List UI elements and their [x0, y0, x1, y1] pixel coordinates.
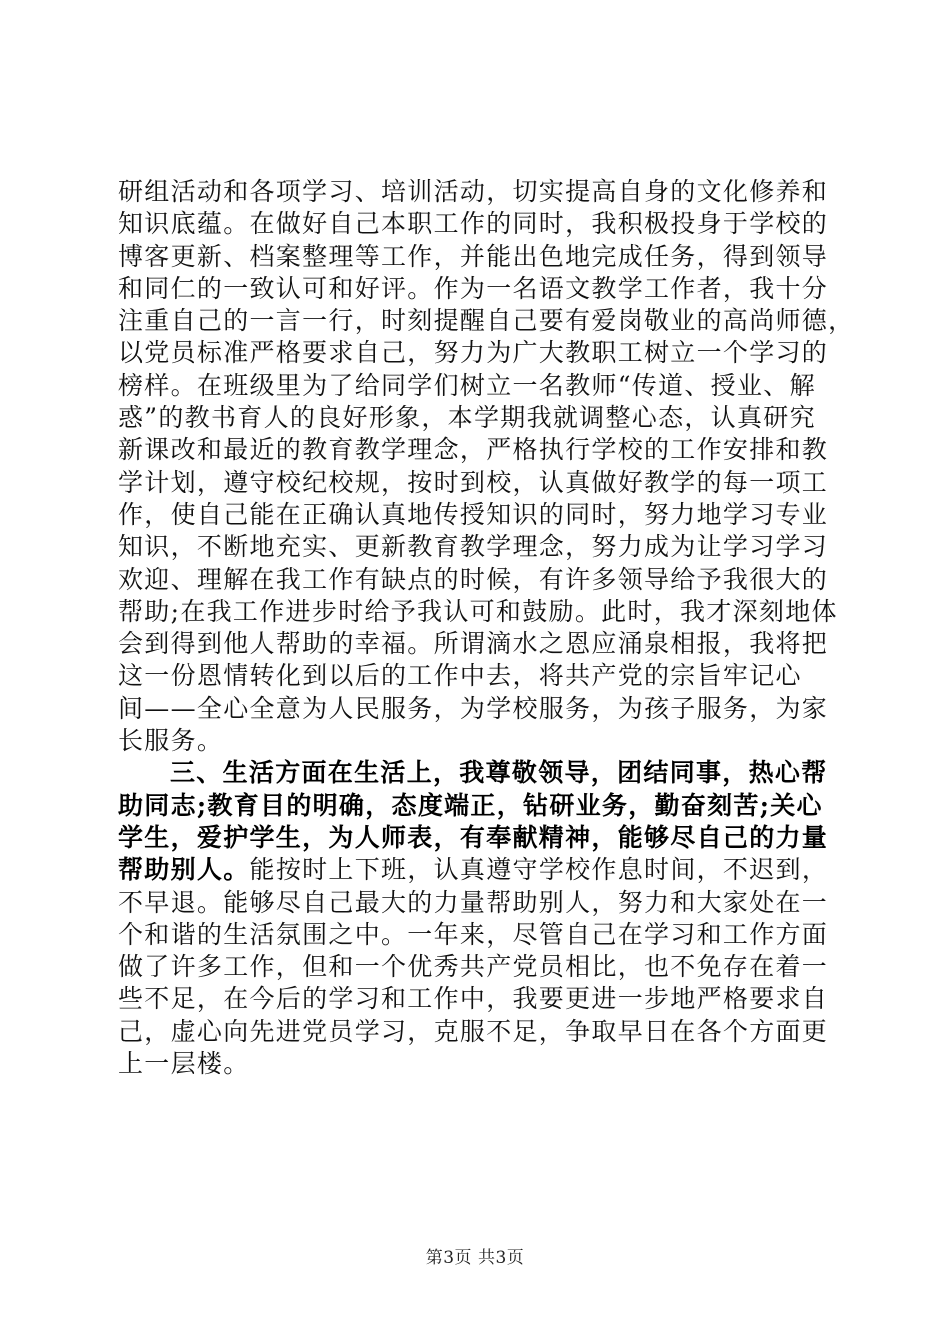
section-heading-line: 三、生活方面在生活上，我尊敬领导，团结同事，热心帮 — [170, 758, 828, 788]
text-line: 作，使自己能在正确认真地传授知识的同时，努力地学习专业 — [118, 499, 829, 529]
text-line: 以党员标准严格要求自己，努力为广大教职工树立一个学习的 — [118, 338, 829, 368]
text-line: 长服务。 — [118, 726, 224, 756]
text-line: 知识，不断地充实、更新教育教学理念，努力成为让学习学习 — [118, 532, 829, 562]
text-line: 上一层楼。 — [118, 1049, 250, 1079]
text-line: 帮助;在我工作进步时给予我认可和鼓励。此时，我才深刻地体 — [118, 596, 838, 626]
text-line: 学计划，遵守校纪校规，按时到校，认真做好教学的每一项工 — [118, 467, 829, 497]
mixed-line — [118, 854, 838, 886]
text-line: 会到得到他人帮助的幸福。所谓滴水之恩应涌泉相报，我将把 — [118, 629, 829, 659]
text-line: 间——全心全意为人民服务，为学校服务，为孩子服务，为家 — [118, 693, 829, 723]
document-body — [118, 176, 855, 1080]
text-line: 不早退。能够尽自己最大的力量帮助别人，努力和大家处在一 — [118, 887, 829, 917]
text-line: 榜样。在班级里为了给同学们树立一名教师“传道、授业、解 — [118, 370, 816, 400]
page-footer: 第3页 共3页 — [425, 1248, 525, 1268]
text-line: 这一份恩情转化到以后的工作中去，将共产党的宗旨牢记心 — [118, 661, 802, 691]
text-line: 新课改和最近的教育教学理念，严格执行学校的工作安排和教 — [118, 435, 829, 465]
section-bold-line: 学生，爱护学生，为人师表，有奉献精神，能够尽自己的力量 — [118, 822, 829, 852]
text-line: 知识底蕴。在做好自己本职工作的同时，我积极投身于学校的 — [118, 209, 829, 239]
section-text: 能按时上下班，认真遵守学校作息时间，不迟到， — [249, 855, 829, 885]
text-line: 个和谐的生活氛围之中。一年来，尽管自己在学习和工作方面 — [118, 919, 829, 949]
text-line: 己，虚心向先进党员学习，克服不足，争取早日在各个方面更 — [118, 1016, 829, 1046]
text-line: 研组活动和各项学习、培训活动，切实提高自身的文化修养和 — [118, 177, 829, 206]
section-bold-text: 帮助别人。 — [118, 855, 250, 885]
text-line: 博客更新、档案整理等工作，并能出色地完成任务，得到领导 — [118, 241, 829, 271]
section-bold-line: 助同志;教育目的明确，态度端正，钻研业务，勤奋刻苦;关心 — [118, 790, 823, 820]
text-line: 和同仁的一致认可和好评。作为一名语文教学工作者，我十分 — [118, 273, 829, 303]
text-line: 做了许多工作，但和一个优秀共产党员相比，也不免存在着一 — [118, 952, 829, 982]
text-line: 注重自己的一言一行，时刻提醒自己要有爱岗敬业的高尚师德， — [118, 306, 855, 336]
text-line: 惑”的教书育人的良好形象，本学期我就调整心态，认真研究 — [118, 403, 816, 433]
text-line: 些不足，在今后的学习和工作中，我要更进一步地严格要求自 — [118, 984, 829, 1014]
text-line: 欢迎、理解在我工作有缺点的时候，有许多领导给予我很大的 — [118, 564, 829, 594]
